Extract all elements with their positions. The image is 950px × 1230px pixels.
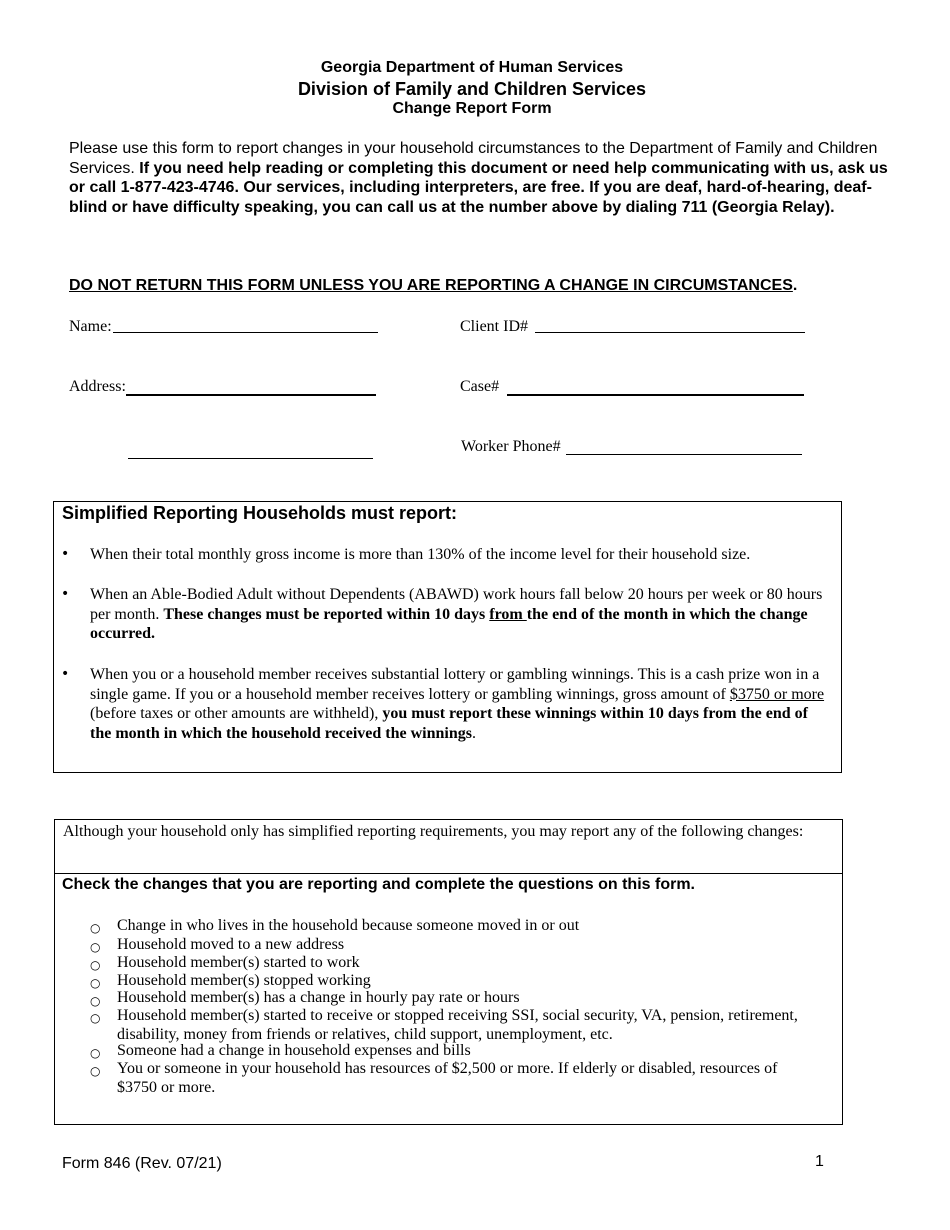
warning-period: . <box>792 277 798 294</box>
change-option: You or someone in your household has resources of $2,500 or more. If elderly or disabled, resources of $3750 or more. <box>117 1060 778 1097</box>
client-id-label: Client ID# <box>460 318 528 335</box>
change-option: Household member(s) stopped working <box>117 972 371 989</box>
address-line-2-input-line[interactable] <box>128 458 373 459</box>
worker-phone-input-line[interactable] <box>566 454 802 455</box>
checkbox-circle-icon[interactable]: ○ <box>90 940 101 954</box>
checkbox-circle-icon[interactable]: ○ <box>90 1046 101 1060</box>
abawd-plain-text: When an Able-Bodied Adult without Dependents (ABAWD) work hours fall below 20 hours per week or 80 hours per month. <box>90 586 823 623</box>
name-input-line[interactable] <box>113 332 378 333</box>
checkbox-circle-icon[interactable]: ○ <box>90 994 101 1008</box>
simplified-rule-abawd <box>90 585 825 644</box>
lottery-amount-text: $3750 or more <box>729 685 825 703</box>
lottery-plain-text-1: When you or a household member receives substantial lottery or gambling winnings. This is a cash prize won in a single game. If you or a household member receives lottery or gambling winnings, gross amount of <box>90 666 820 703</box>
change-option: Household member(s) started to work <box>117 954 360 971</box>
checkbox-circle-icon[interactable]: ○ <box>90 1064 101 1078</box>
simplified-rule-lottery <box>90 665 825 744</box>
checkbox-circle-icon[interactable]: ○ <box>90 1011 101 1025</box>
bullet-2-icon: • <box>61 586 70 602</box>
intro-paragraph <box>69 139 889 217</box>
division-heading: Division of Family and Children Services <box>297 79 647 99</box>
lottery-period: . <box>471 725 476 743</box>
address-input-line[interactable] <box>126 394 376 396</box>
change-option: Household member(s) started to receive or stopped receiving SSI, social security, VA, pension, retirement, disability, money from friends or relatives, child support, unemployment, etc. <box>117 1007 798 1044</box>
change-option: Household moved to a new address <box>117 936 345 953</box>
lottery-bold-text: you must report these winnings within 10 days from the end of the month in which the household received the winnings <box>90 705 809 743</box>
checkbox-circle-icon[interactable]: ○ <box>90 921 101 935</box>
change-option: Household member(s) has a change in hourly pay rate or hours <box>117 989 520 1006</box>
checkbox-circle-icon[interactable]: ○ <box>90 958 101 972</box>
name-label: Name: <box>69 318 112 335</box>
abawd-bold-underline-text: from <box>489 605 527 623</box>
bullet-1-icon: • <box>61 546 70 562</box>
abawd-bold-text-2: the end of the month in which the change occurred. <box>90 605 808 643</box>
intro-plain-text: Please use this form to report changes in your household circumstances to the Department of Family and Children Services. <box>69 140 878 177</box>
agency-heading: Georgia Department of Human Services <box>320 59 624 76</box>
case-input-line[interactable] <box>507 394 804 396</box>
simplified-rule-income: When their total monthly gross income is more than 130% of the income level for their household size. <box>90 546 751 563</box>
checkbox-circle-icon[interactable]: ○ <box>90 976 101 990</box>
intro-help-text: If you need help reading or completing this document or need help communicating with us, ask us or call 1-877-423-4746. Our services, including interpreters, are free. If you are deaf, hard-of-hearing, deaf-blind or have difficulty speaking, you can call us at the number above by dialing 711 (Georgia Relay). <box>69 159 888 216</box>
case-label: Case# <box>460 378 500 395</box>
abawd-bold-text-1: These changes must be reported within 10 days <box>163 605 490 623</box>
bullet-3-icon: • <box>61 666 70 682</box>
form-number: Form 846 (Rev. 07/21) <box>62 1155 222 1172</box>
change-option: Change in who lives in the household because someone moved in or out <box>117 917 580 934</box>
change-option: Someone had a change in household expenses and bills <box>117 1042 471 1059</box>
check-changes-title: Check the changes that you are reporting and complete the questions on this form. <box>62 876 695 893</box>
client-id-input-line[interactable] <box>535 332 805 333</box>
warning-text: DO NOT RETURN THIS FORM UNLESS YOU ARE REPORTING A CHANGE IN CIRCUMSTANCES <box>69 277 793 294</box>
do-not-return-warning <box>69 277 889 295</box>
optional-box-divider <box>54 873 843 874</box>
address-label: Address: <box>69 378 126 395</box>
worker-phone-label: Worker Phone# <box>461 438 561 455</box>
form-title: Change Report Form <box>392 100 552 117</box>
page-number: 1 <box>815 1153 824 1170</box>
optional-changes-note: Although your household only has simplified reporting requirements, you may report any of the following changes: <box>63 823 804 840</box>
simplified-reporting-title: Simplified Reporting Households must report: <box>62 503 458 523</box>
lottery-plain-text-2: (before taxes or other amounts are withheld), <box>90 705 383 723</box>
